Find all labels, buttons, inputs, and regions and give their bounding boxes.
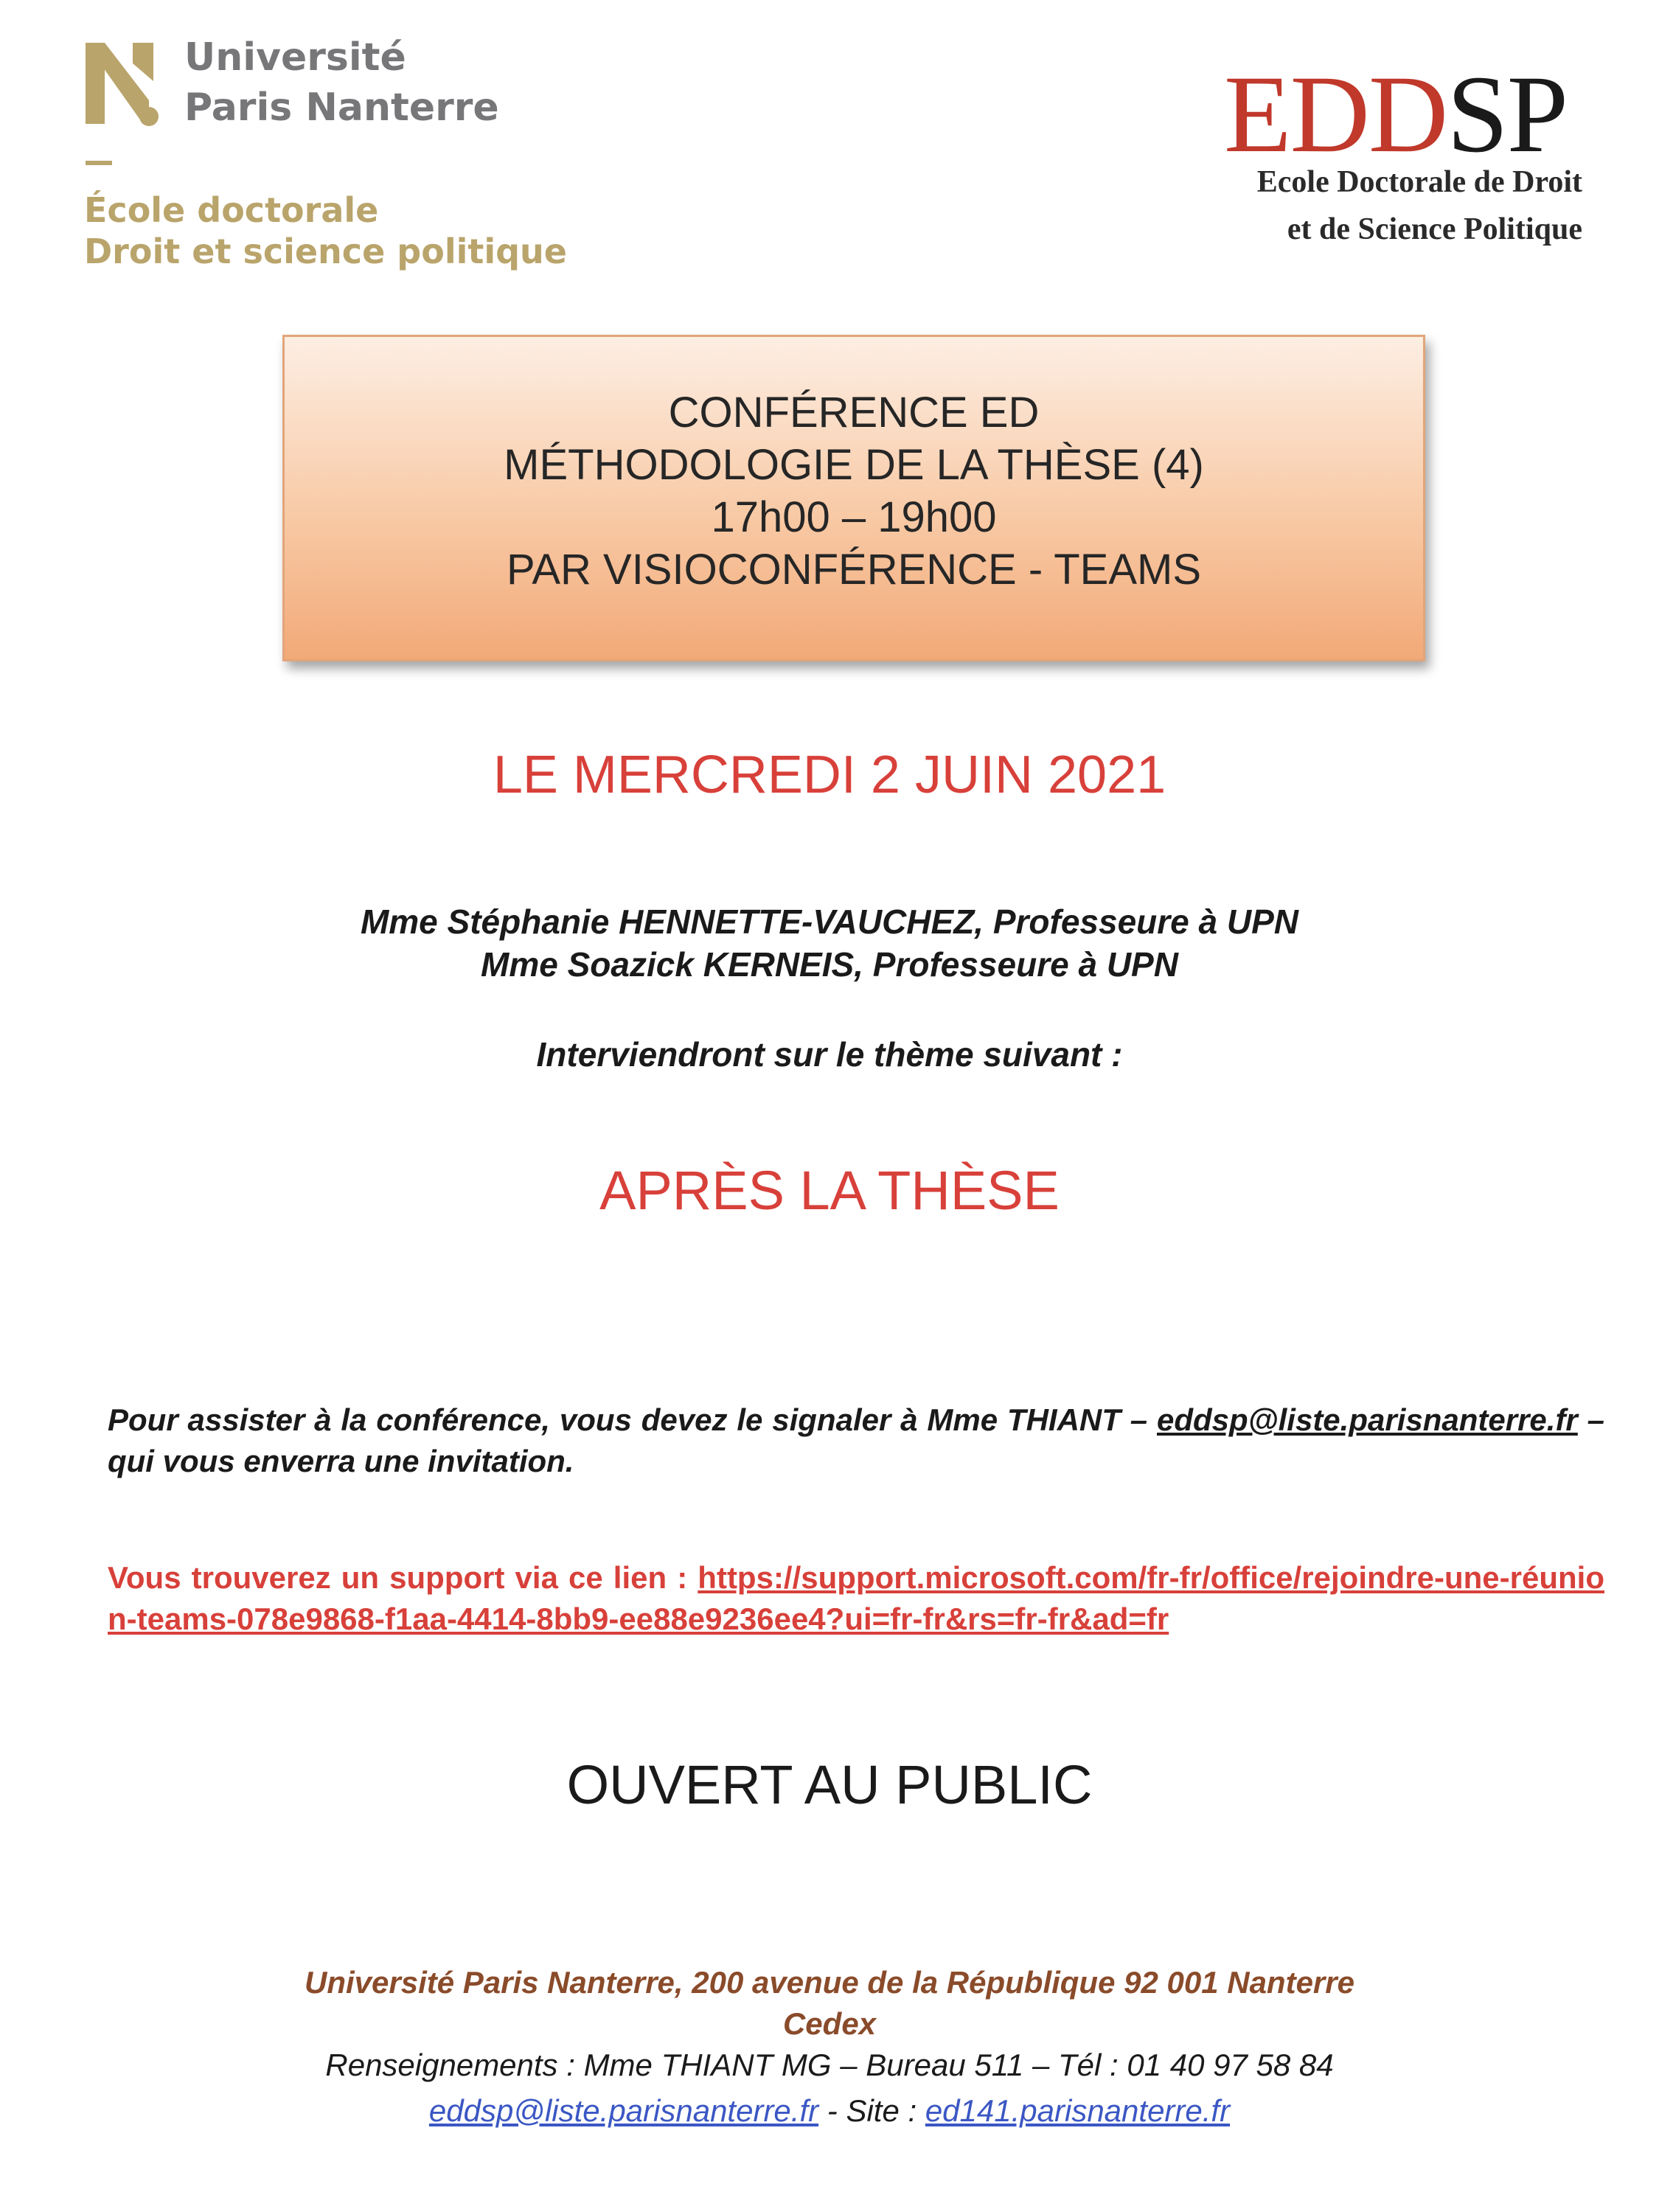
attendance-text: Pour assister à la conférence, vous devez le signaler à Mme THIANT – — [108, 1402, 1148, 1437]
eddsp-letters-sp: SP — [1447, 53, 1568, 175]
event-date: LE MERCREDI 2 JUIN 2021 — [493, 745, 1166, 804]
eddsp-letter-e: E — [1224, 53, 1290, 175]
footer-site-link[interactable]: ed141.parisnanterre.fr — [925, 2093, 1231, 2128]
upn-subtitle-line1: École doctorale — [84, 190, 379, 230]
support-paragraph — [108, 1557, 1604, 1640]
theme-intro: Interviendront sur le thème suivant : — [536, 1035, 1123, 1074]
upn-subtitle-line2: Droit et science politique — [84, 232, 567, 271]
conference-title-box — [282, 335, 1425, 661]
support-text: Vous trouverez un support via ce lien : — [108, 1560, 698, 1595]
footer-address-line1: Université Paris Nanterre, 200 avenue de la République 92 001 Nanterre — [305, 1965, 1354, 2000]
title-line-2: MÉTHODOLOGIE DE LA THÈSE (4) — [504, 440, 1204, 489]
eddsp-wordmark — [1224, 53, 1568, 175]
attendance-paragraph — [108, 1399, 1604, 1482]
upn-name-line2: Paris Nanterre — [184, 86, 499, 130]
title-line-1: CONFÉRENCE ED — [668, 388, 1040, 437]
footer-email-link[interactable]: eddsp@liste.parisnanterre.fr — [428, 2093, 819, 2128]
attendance-text-after: – qui vous enverra une invitation. — [108, 1402, 1604, 1478]
attendance-email-link[interactable]: eddsp@liste.parisnanterre.fr — [1156, 1402, 1578, 1437]
footer-address-line2: Cedex — [782, 2006, 877, 2041]
upn-logo — [81, 35, 567, 280]
eddsp-subtitle-line2: et de Science Politique — [1287, 212, 1582, 246]
eddsp-subtitle-line1: Ecole Doctorale de Droit — [1256, 165, 1582, 199]
speaker-1: Mme Stéphanie HENNETTE-VAUCHEZ, Professeure à UPN — [360, 902, 1299, 941]
eddsp-logo — [1209, 53, 1593, 258]
footer-site-label: - Site : — [818, 2093, 925, 2128]
upn-divider — [86, 161, 112, 165]
conference-theme: APRÈS LA THÈSE — [599, 1160, 1060, 1221]
title-line-4: PAR VISIOCONFÉRENCE - TEAMS — [506, 545, 1202, 594]
upn-n-mark-icon — [81, 37, 170, 133]
open-to-public: OUVERT AU PUBLIC — [566, 1754, 1093, 1815]
support-link[interactable]: https://support.microsoft.com/fr-fr/office/rejoindre-une-réunion-teams-078e9868-f1aa-4414-8bb9-ee88e9236ee4?ui=fr-fr&rs=fr-fr&ad=fr — [108, 1560, 1604, 1636]
eddsp-letters-dd: DD — [1290, 53, 1447, 175]
footer-info: Renseignements : Mme THIANT MG – Bureau 511 – Tél : 01 40 97 58 84 — [325, 2048, 1334, 2082]
speaker-2: Mme Soazick KERNEIS, Professeure à UPN — [481, 945, 1178, 984]
title-line-3: 17h00 – 19h00 — [711, 493, 997, 541]
upn-name-line1: Université — [184, 35, 406, 80]
footer-links — [0, 2093, 1659, 2129]
